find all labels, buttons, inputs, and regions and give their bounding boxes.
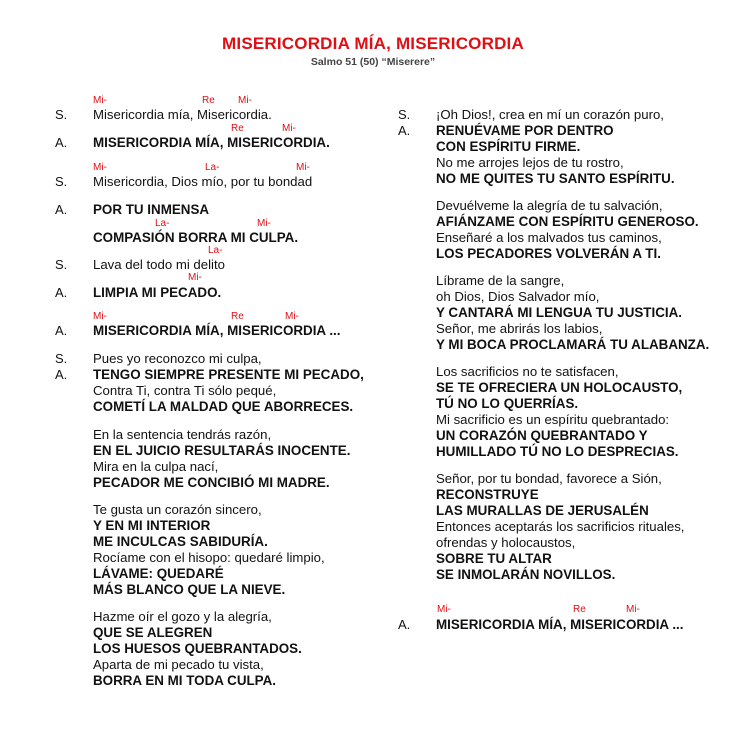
lyric-line: MISERICORDIA MÍA, MISERICORDIA. [93, 135, 330, 150]
lyric-line: Lava del todo mi delito [93, 257, 225, 272]
lyric-line: HUMILLADO TÚ NO LO DESPRECIAS. [436, 444, 679, 459]
lyric-line: Líbrame de la sangre, [436, 273, 565, 288]
lyric-line: AFIÁNZAME CON ESPÍRITU GENEROSO. [436, 214, 699, 229]
lyric-line: Aparta de mi pecado tu vista, [93, 657, 264, 672]
chord: La- [208, 245, 223, 256]
lyric-line: CON ESPÍRITU FIRME. [436, 139, 581, 154]
lyric-line: LÁVAME: QUEDARÉ [93, 566, 224, 581]
lyric-line: Y MI BOCA PROCLAMARÁ TU ALABANZA. [436, 337, 710, 352]
lyric-line: MÁS BLANCO QUE LA NIEVE. [93, 582, 286, 597]
lyric-line: ME INCULCAS SABIDURÍA. [93, 534, 268, 549]
lyric-line: Señor, me abrirás los labios, [436, 321, 603, 336]
speaker-label: A. [398, 123, 411, 138]
chord: Mi- [188, 272, 202, 283]
chord: Mi- [93, 311, 107, 322]
speaker-label: A. [55, 135, 68, 150]
lyric-line: Los sacrificios no te satisfacen, [436, 364, 619, 379]
chord: Mi- [285, 311, 299, 322]
chord: La- [155, 218, 170, 229]
lyric-line: COMPASIÓN BORRA MI CULPA. [93, 230, 299, 245]
lyric-line: SE TE OFRECIERA UN HOLOCAUSTO, [436, 380, 683, 395]
lyric-line: QUE SE ALEGREN [93, 625, 213, 640]
chord: Mi- [238, 95, 252, 106]
chord: Mi- [296, 162, 310, 173]
lyric-line: Y CANTARÁ MI LENGUA TU JUSTICIA. [436, 305, 682, 320]
lyric-line: oh Dios, Dios Salvador mío, [436, 289, 600, 304]
speaker-label: A. [398, 617, 411, 632]
lyric-line: Pues yo reconozco mi culpa, [93, 351, 262, 366]
lyric-line: Misericordia, Dios mío, por tu bondad [93, 174, 313, 189]
chord: Mi- [626, 604, 640, 615]
lyric-line: BORRA EN MI TODA CULPA. [93, 673, 277, 688]
speaker-label: A. [55, 285, 68, 300]
chord: Mi- [282, 123, 296, 134]
song-title: MISERICORDIA MÍA, MISERICORDIA [222, 34, 524, 53]
lyric-line: TENGO SIEMPRE PRESENTE MI PECADO, [93, 367, 364, 382]
lyric-line: NO ME QUITES TU SANTO ESPÍRITU. [436, 171, 675, 186]
lyric-line: Entonces aceptarás los sacrificios rituales, [436, 519, 685, 534]
lyric-line: MISERICORDIA MÍA, MISERICORDIA ... [93, 323, 341, 338]
lyric-line: Señor, por tu bondad, favorece a Sión, [436, 471, 662, 486]
speaker-label: S. [55, 257, 68, 272]
speaker-label: S. [55, 107, 68, 122]
lyric-line: Te gusta un corazón sincero, [93, 502, 262, 517]
chord: Re [202, 95, 215, 106]
lyric-line: Mi sacrificio es un espíritu quebrantado: [436, 412, 670, 427]
lyric-line: ¡Oh Dios!, crea en mí un corazón puro, [436, 107, 664, 122]
chord: Mi- [257, 218, 271, 229]
speaker-label: S. [55, 351, 68, 366]
lyric-line: Devuélveme la alegría de tu salvación, [436, 198, 663, 213]
lyric-line: Hazme oír el gozo y la alegría, [93, 609, 272, 624]
lyric-line: Contra Ti, contra Ti sólo pequé, [93, 383, 277, 398]
speaker-label: A. [55, 367, 68, 382]
chord: Mi- [93, 95, 107, 106]
chord: Re [231, 311, 244, 322]
chord: Re [573, 604, 586, 615]
lyric-line: RECONSTRUYE [436, 487, 539, 502]
chord: Mi- [437, 604, 451, 615]
lyric-line: LOS HUESOS QUEBRANTADOS. [93, 641, 302, 656]
lyric-line: No me arrojes lejos de tu rostro, [436, 155, 624, 170]
chord: Mi- [93, 162, 107, 173]
lyric-line: Rocíame con el hisopo: quedaré limpio, [93, 550, 325, 565]
lyric-line: MISERICORDIA MÍA, MISERICORDIA ... [436, 617, 684, 632]
lyric-line: Misericordia mía, Misericordia. [93, 107, 272, 122]
lyric-line: ofrendas y holocaustos, [436, 535, 576, 550]
lyric-line: LIMPIA MI PECADO. [93, 285, 222, 300]
lyric-line: EN EL JUICIO RESULTARÁS INOCENTE. [93, 443, 351, 458]
lyric-line: LOS PECADORES VOLVERÁN A TI. [436, 246, 661, 261]
speaker-label: A. [55, 323, 68, 338]
lyric-line: LAS MURALLAS DE JERUSALÉN [436, 503, 649, 518]
chord: Re [231, 123, 244, 134]
lyric-line: Mira en la culpa nací, [93, 459, 219, 474]
lyric-line: RENUÉVAME POR DENTRO [436, 123, 614, 138]
speaker-label: A. [55, 202, 68, 217]
lyric-line: UN CORAZÓN QUEBRANTADO Y [436, 428, 648, 443]
speaker-label: S. [398, 107, 411, 122]
lyric-line: POR TU INMENSA [93, 202, 210, 217]
lyric-line: Y EN MI INTERIOR [93, 518, 211, 533]
lyric-line: TÚ NO LO QUERRÍAS. [436, 396, 579, 411]
speaker-label: S. [55, 174, 68, 189]
lyric-line: En la sentencia tendrás razón, [93, 427, 272, 442]
song-subtitle: Salmo 51 (50) “Miserere” [310, 56, 436, 68]
lyric-line: Enseñaré a los malvados tus caminos, [436, 230, 662, 245]
lyric-line: SOBRE TU ALTAR [436, 551, 552, 566]
chord: La- [205, 162, 220, 173]
lyric-line: COMETÍ LA MALDAD QUE ABORRECES. [93, 399, 354, 414]
lyric-line: SE INMOLARÁN NOVILLOS. [436, 567, 616, 582]
lyric-line: PECADOR ME CONCIBIÓ MI MADRE. [93, 475, 330, 490]
